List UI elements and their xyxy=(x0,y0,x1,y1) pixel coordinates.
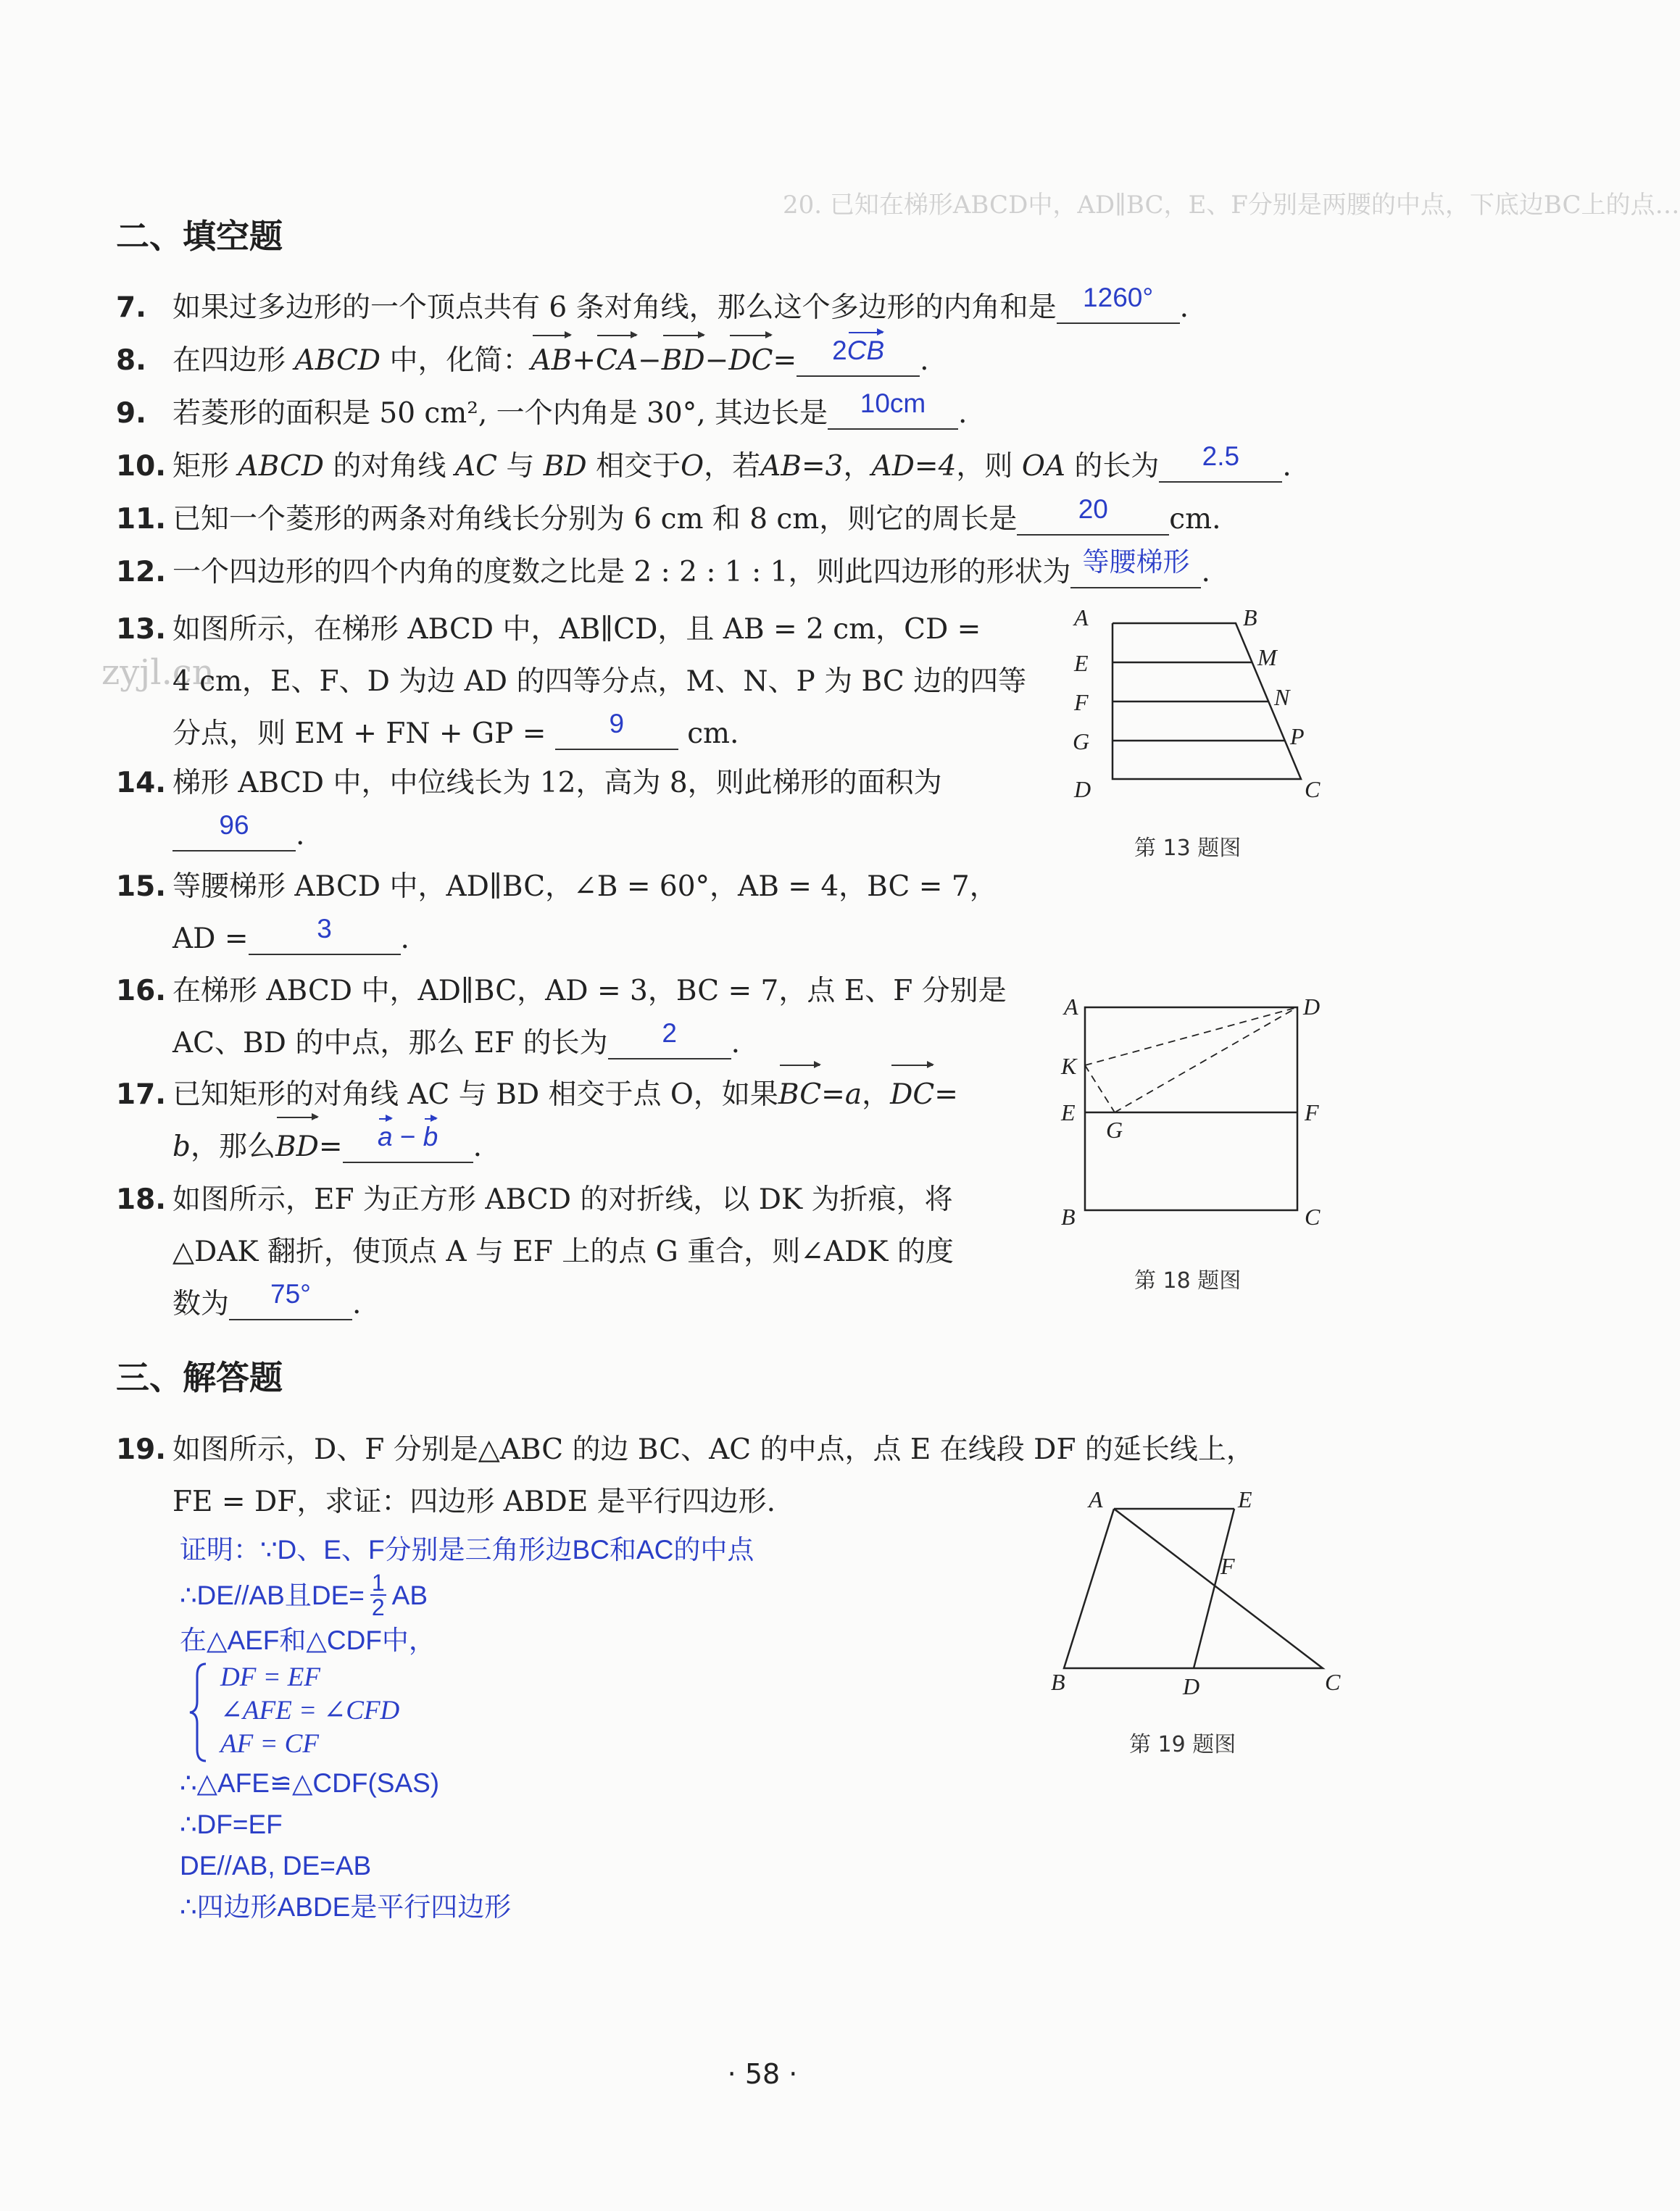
question-line: 如图所示，D、F 分别是△ABC 的边 BC、AC 的中点，点 E 在线段 DF 的延长线上， xyxy=(172,1433,1255,1466)
question-number: 17. xyxy=(116,1078,167,1111)
question-text: ，则 xyxy=(956,450,1013,483)
label-f: F xyxy=(1074,689,1089,715)
question-line: 4 cm，E、F、D 为边 AD 的四等分点，M、N、P 为 BC 边的四等 xyxy=(172,665,1027,698)
question-line: 等腰梯形 ABCD 中，AD∥BC，∠B = 60°，AB = 4，BC = 7， xyxy=(172,870,998,903)
question-text: 与 xyxy=(506,450,535,483)
question-17 xyxy=(116,1069,1029,1173)
end-mark: . xyxy=(473,1131,483,1163)
proof-line: 在△AEF和△CDF中， xyxy=(180,1625,436,1655)
answer-text: 10cm xyxy=(860,388,926,418)
end-mark: . xyxy=(1179,291,1189,324)
question-text: 一个四边形的四个内角的度数之比是 2 : 2 : 1 : 1，则此四边形的形状为 xyxy=(172,556,1071,588)
equation-system xyxy=(188,1661,754,1762)
math-ab: AB=3 xyxy=(760,450,844,483)
question-13 xyxy=(116,604,1029,760)
proof-text: AB xyxy=(391,1580,428,1610)
answer-blank xyxy=(343,1122,473,1163)
end-mark: cm. xyxy=(1169,503,1221,536)
answer-minus: − xyxy=(399,1122,416,1152)
answer-blank xyxy=(172,810,296,851)
answer-vector: CB xyxy=(847,336,885,365)
vector-ab: AB xyxy=(531,339,573,383)
minus-sign: − xyxy=(638,344,662,377)
label-d: D xyxy=(1074,776,1091,802)
question-line: FE = DF，求证：四边形 ABDE 是平行四边形. xyxy=(172,1486,776,1518)
answer-text: 96 xyxy=(219,810,249,840)
question-text: ，若 xyxy=(704,450,761,483)
end-mark: . xyxy=(400,923,409,955)
label-e: E xyxy=(1074,650,1089,676)
question-text: 数为 xyxy=(172,1288,230,1320)
question-10 xyxy=(116,441,1392,488)
question-line: 如图所示，在梯形 ABCD 中，AB∥CD，且 AB = 2 cm，CD = xyxy=(172,613,981,646)
proof-line xyxy=(180,1570,754,1620)
label-c: C xyxy=(1325,1669,1341,1695)
fraction xyxy=(370,1571,386,1619)
vector-dc: DC xyxy=(728,339,773,383)
answer-blank xyxy=(608,1018,731,1059)
answer-blank xyxy=(1017,494,1169,536)
equals-sign: = xyxy=(318,1131,343,1163)
bleed-through-text: 20. 已知在梯形ABCD中，AD∥BC，E、F分别是两腰的中点，下底边BC上的点… xyxy=(783,191,1680,220)
answer-vector-b: b xyxy=(423,1122,438,1152)
figure-19-triangle xyxy=(1036,1478,1363,1717)
answer-blank xyxy=(1070,547,1201,588)
answer-text: 1260° xyxy=(1083,283,1154,312)
vector-ca: CA xyxy=(596,339,638,383)
figure-19-caption: 第 19 题图 xyxy=(1129,1732,1236,1757)
answer-text xyxy=(378,1122,438,1152)
answer-blank xyxy=(828,388,958,430)
figure-18-caption: 第 18 题图 xyxy=(1134,1268,1242,1294)
question-number: 9. xyxy=(116,397,146,430)
answer-text: 等腰梯形 xyxy=(1082,547,1190,577)
question-text: ， xyxy=(843,450,872,483)
section-title-fill-in: 二、填空题 xyxy=(116,217,283,256)
label-e: E xyxy=(1061,1099,1076,1125)
end-mark: . xyxy=(920,344,929,377)
math-o: O xyxy=(681,450,704,483)
equals-sign: = xyxy=(821,1078,845,1111)
fraction-denominator: 2 xyxy=(371,1594,385,1620)
triangle-shape xyxy=(1064,1509,1323,1668)
label-k: K xyxy=(1061,1053,1077,1079)
question-16 xyxy=(116,965,1029,1070)
answer-text: 20 xyxy=(1078,494,1108,524)
end-mark: . xyxy=(296,819,305,851)
vector-dc: DC xyxy=(890,1069,934,1121)
answer-blank xyxy=(555,709,678,750)
math-abcd: ABCD xyxy=(238,450,325,483)
minus-sign: − xyxy=(704,344,729,377)
answer-text: 9 xyxy=(609,709,625,738)
label-b: B xyxy=(1051,1669,1065,1695)
math-ac: AC xyxy=(454,450,497,483)
vector-bd: BD xyxy=(275,1121,319,1173)
label-c: C xyxy=(1305,776,1321,802)
question-number: 10. xyxy=(116,450,167,483)
label-g: G xyxy=(1106,1117,1123,1143)
answer-text: 2 xyxy=(662,1018,677,1048)
label-a: A xyxy=(1089,1486,1103,1512)
label-d: D xyxy=(1183,1673,1200,1699)
answer-blank xyxy=(1159,441,1282,483)
question-number: 16. xyxy=(116,975,167,1007)
question-14 xyxy=(116,757,1029,862)
question-line: △DAK 翻折，使顶点 A 与 EF 上的点 G 重合，则∠ADK 的度 xyxy=(172,1236,954,1268)
end-mark: . xyxy=(1201,556,1210,588)
fold-lines xyxy=(1085,1007,1297,1112)
question-text: 若菱形的面积是 50 cm², 一个内角是 30°, 其边长是 xyxy=(172,397,828,430)
math-ad: AD=4 xyxy=(871,450,957,483)
proof-line: ∴△AFE≌△CDF(SAS) xyxy=(180,1768,440,1798)
question-number: 19. xyxy=(116,1433,167,1466)
label-a: A xyxy=(1064,994,1078,1020)
question-18 xyxy=(116,1174,1029,1331)
question-line: 在梯形 ABCD 中，AD∥BC，AD = 3，BC = 7，点 E、F 分别是 xyxy=(172,975,1007,1007)
math-abcd: ABCD xyxy=(294,344,381,377)
question-number: 13. xyxy=(116,613,167,646)
question-text: 如果过多边形的一个顶点共有 6 条对角线，那么这个多边形的内角和是 xyxy=(172,291,1057,324)
answer-text: 75° xyxy=(270,1279,311,1309)
label-f: F xyxy=(1305,1099,1319,1125)
equation-line: DF = EF xyxy=(220,1662,320,1692)
label-n: N xyxy=(1274,684,1290,710)
figure-13-caption: 第 13 题图 xyxy=(1134,836,1242,861)
vector-bd: BD xyxy=(662,339,705,383)
brace-icon xyxy=(188,1662,210,1762)
question-text: 在四边形 xyxy=(172,344,286,377)
answer-text: 3 xyxy=(317,914,332,944)
proof-line: 证明：∵D、E、F分别是三角形边BC和AC的中点 xyxy=(180,1535,754,1565)
watermark: zyjl.cn xyxy=(101,652,215,693)
end-mark: . xyxy=(731,1027,741,1059)
fraction-numerator: 1 xyxy=(371,1570,385,1596)
question-text: ，那么 xyxy=(190,1131,275,1163)
question-text: 的长为 xyxy=(1074,450,1160,483)
end-mark: . xyxy=(958,397,968,430)
proof-text: ∴DE//AB且DE= xyxy=(180,1580,365,1610)
plus-sign: + xyxy=(572,344,596,377)
answer-blank xyxy=(249,914,401,955)
answer-coefficient: 2 xyxy=(832,336,847,365)
answer-text xyxy=(832,336,884,365)
question-number: 18. xyxy=(116,1183,167,1216)
question-line: 梯形 ABCD 中，中位线长为 12，高为 8，则此梯形的面积为 xyxy=(172,767,942,799)
answer-blank xyxy=(229,1279,352,1320)
end-mark: . xyxy=(352,1288,362,1320)
answer-blank xyxy=(797,336,920,377)
question-text: 的对角线 xyxy=(333,450,446,483)
label-d: D xyxy=(1303,994,1321,1020)
question-line: AC、BD 的中点，那么 EF 的长为 xyxy=(172,1027,608,1059)
page-number: · 58 · xyxy=(727,2058,798,2090)
question-text: 相交于 xyxy=(596,450,681,483)
end-mark: . xyxy=(1282,450,1292,483)
question-text: 已知一个菱形的两条对角线长分别为 6 cm 和 8 cm，则它的周长是 xyxy=(172,503,1018,536)
answer-blank xyxy=(1057,283,1180,324)
question-line: 分点，则 EM + FN + GP = xyxy=(172,717,546,750)
question-11 xyxy=(116,494,1392,541)
question-text: AD = xyxy=(172,923,249,955)
section-title-solve: 三、解答题 xyxy=(116,1358,283,1397)
label-e: E xyxy=(1238,1486,1252,1512)
question-15 xyxy=(116,861,1029,965)
equation-line: ∠AFE = ∠CFD xyxy=(220,1696,400,1725)
question-text: ， xyxy=(862,1078,891,1111)
vector-a: a xyxy=(844,1078,862,1111)
figure-18-square xyxy=(1044,986,1363,1232)
label-a: A xyxy=(1074,604,1089,630)
question-number: 14. xyxy=(116,767,167,799)
proof-line: DE//AB, DE=AB xyxy=(180,1851,372,1881)
question-line: 如图所示，EF 为正方形 ABCD 的对折线，以 DK 为折痕，将 xyxy=(172,1183,953,1216)
label-b: B xyxy=(1243,604,1257,630)
equals-sign: = xyxy=(773,344,797,377)
answer-vector-a: a xyxy=(377,1122,393,1152)
proof-line: ∴四边形ABDE是平行四边形 xyxy=(180,1892,512,1922)
proof-line: ∴DF=EF xyxy=(180,1810,283,1839)
figure-13-trapezoid xyxy=(1058,601,1363,812)
label-p: P xyxy=(1290,723,1305,749)
question-9 xyxy=(116,388,1392,436)
proof-block xyxy=(180,1529,754,1928)
question-number: 8. xyxy=(116,344,146,377)
label-c: C xyxy=(1305,1204,1321,1230)
math-oa: OA xyxy=(1021,450,1065,483)
end-mark: cm. xyxy=(687,717,739,750)
question-number: 11. xyxy=(116,503,167,536)
vector-b: b xyxy=(172,1131,191,1163)
question-number: 15. xyxy=(116,870,167,903)
question-number: 7. xyxy=(116,291,146,324)
answer-text: 2.5 xyxy=(1202,441,1240,471)
equation-line: AF = CF xyxy=(220,1729,319,1759)
label-g: G xyxy=(1073,728,1090,754)
equals-sign: = xyxy=(934,1078,958,1111)
question-text: 中，化简： xyxy=(389,344,531,377)
question-7 xyxy=(116,283,1392,330)
question-8 xyxy=(116,336,1392,383)
label-b: B xyxy=(1061,1204,1076,1230)
question-number: 12. xyxy=(116,556,167,588)
label-m: M xyxy=(1257,644,1277,670)
square-shape xyxy=(1085,1007,1297,1210)
question-12 xyxy=(116,547,1392,594)
math-bd: BD xyxy=(543,450,587,483)
question-text: 矩形 xyxy=(172,450,230,483)
vector-bc: BC xyxy=(778,1069,821,1121)
label-f: F xyxy=(1221,1553,1235,1579)
question-text: 已知矩形的对角线 AC 与 BD 相交于点 O，如果 xyxy=(172,1078,778,1111)
